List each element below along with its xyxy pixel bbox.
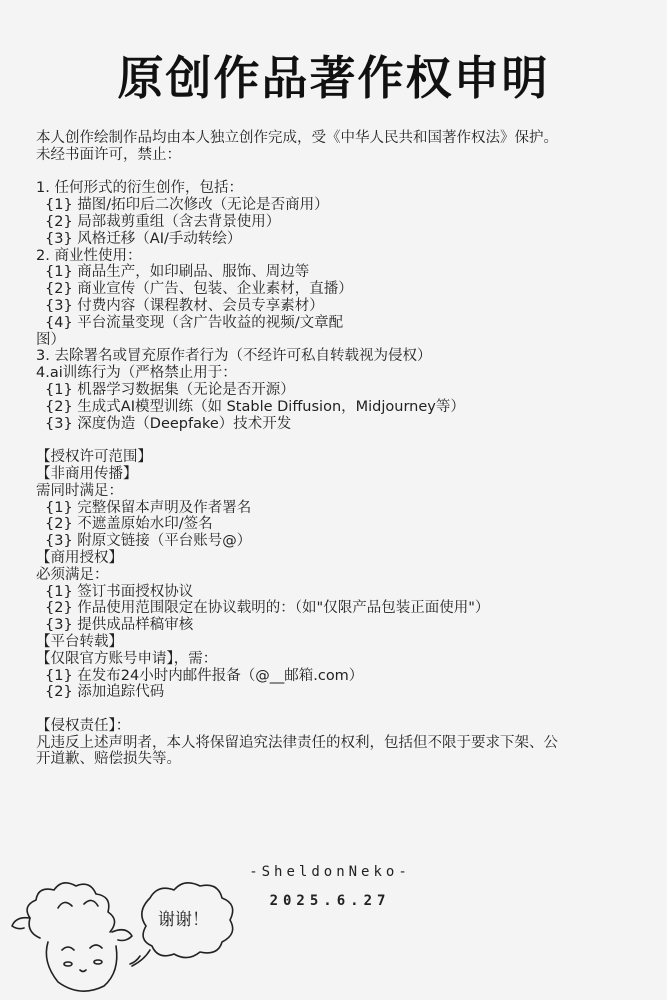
- prohibition-heading: 3. 去除署名或冒充原作者行为（不经许可私自转载视为侵权）: [36, 348, 432, 365]
- license-item: {3} 提供成品样稿审核: [45, 617, 194, 634]
- prohibition-item: {2} 生成式AI模型训练（如 Stable Diffusion，Midjourney等）: [45, 398, 465, 415]
- prohibition-item: {2} 局部裁剪重组（含去背景使用）: [45, 213, 281, 230]
- license-item: {3} 附原文链接（平台账号@）: [45, 533, 252, 550]
- prohibition-heading: 4.ai训练行为（严格禁止用于：: [36, 365, 237, 382]
- license-item: {2} 不遮盖原始水印/签名: [45, 516, 213, 533]
- intro-line: 未经书面许可，禁止：: [36, 146, 181, 163]
- liability-heading: 【侵权责任】：: [36, 717, 131, 734]
- prohibition-item: {2} 商业宣传（广告、包装、企业素材，直播）: [45, 281, 353, 298]
- license-item: {1} 在发布24小时内邮件报备（@__邮箱.com）: [45, 667, 364, 684]
- license-item: {2} 添加追踪代码: [45, 684, 165, 701]
- document-title: 原创作品著作权申明: [117, 51, 550, 105]
- intro-line: 本人创作绘制作品均由本人独立创作完成，受《中华人民共和国著作权法》保护。: [36, 130, 558, 146]
- platform-heading: 【平台转载】: [36, 633, 123, 650]
- prohibition-item: {1} 机器学习数据集（无论是否开源）: [45, 381, 295, 398]
- prohibition-item: {4} 平台流量变现（含广告收益的视频/文章配: [45, 314, 344, 331]
- mascot-doodle-icon: [0, 878, 260, 1000]
- prohibition-heading: 1. 任何形式的衍生创作，包括：: [36, 180, 243, 197]
- prohibition-item: {3} 风格迁移（AI/手动转绘）: [45, 230, 242, 247]
- prohibition-item: {3} 付费内容（课程教材、会员专享素材）: [45, 297, 324, 314]
- non-commercial-heading: 【非商用传播】: [36, 465, 138, 482]
- speech-text: 谢谢！: [158, 910, 209, 930]
- license-item: {1} 完整保留本声明及作者署名: [45, 499, 252, 516]
- liability-text: 凡违反上述声明者，本人将保留追究法律责任的权利，包括但不限于要求下架、公: [36, 734, 558, 751]
- commercial-heading: 【商用授权】: [36, 549, 123, 566]
- license-heading: 【授权许可范围】: [36, 449, 152, 466]
- prohibition-item-continued: 图）: [36, 331, 65, 348]
- commercial-condition: 必须满足：: [36, 566, 109, 583]
- license-item: {1} 签订书面授权协议: [45, 583, 194, 600]
- prohibition-item: {1} 描图/拓印后二次修改（无论是否商用）: [45, 197, 329, 214]
- prohibition-item: {3} 深度伪造（Deepfake）技术开发: [45, 415, 292, 432]
- signature-date: 2025.6.27: [269, 893, 391, 909]
- prohibition-heading: 2. 商业性使用：: [36, 247, 142, 264]
- non-commercial-condition: 需同时满足：: [36, 482, 123, 499]
- declaration-body: [36, 130, 656, 768]
- prohibition-item: {1} 商品生产，如印刷品、服饰、周边等: [45, 264, 310, 281]
- license-item: {2} 作品使用范围限定在协议载明的：（如"仅限产品包装正面使用"）: [45, 600, 490, 617]
- platform-condition: 【仅限官方账号申请】，需：: [36, 650, 218, 667]
- author-signature: -SheldonNeko-: [249, 864, 411, 880]
- liability-text: 开道歉、赔偿损失等。: [36, 751, 181, 768]
